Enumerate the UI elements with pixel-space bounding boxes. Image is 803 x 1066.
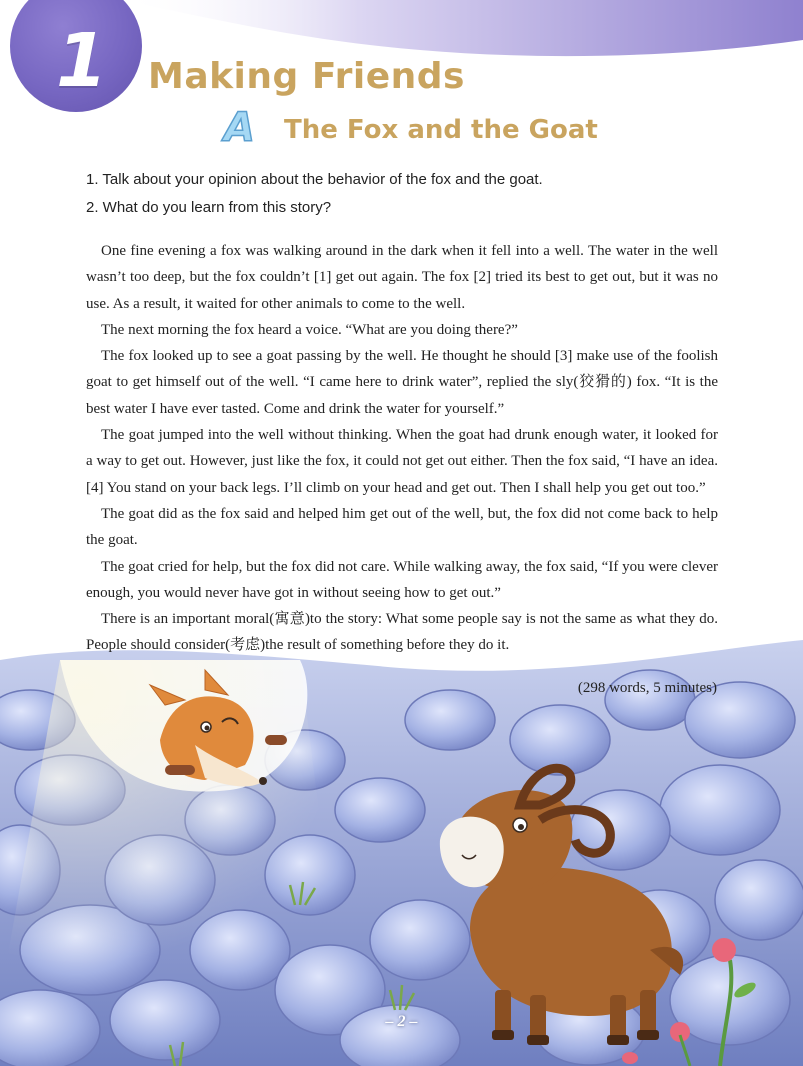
- story-paragraph: One fine evening a fox was walking around in the dark when it fell into a well. The water in the well wasn’t too deep, but the fox couldn’t [1] get out again. The fox [2] tried its best to get out, but it was no use. As a result, it waited for other animals to come to the well.: [86, 243, 718, 312]
- story-paragraph: The next morning the fox heard a voice. “What are you doing there?”: [101, 321, 518, 338]
- section-title: The Fox and the Goat: [284, 115, 598, 145]
- section-letter: A: [224, 105, 255, 151]
- question-1: 1. Talk about your opinion about the behavior of the fox and the goat.: [86, 171, 543, 188]
- story-paragraph: The goat cried for help, but the fox did not care. While walking away, the fox said, “If you were clever enough, you would never have got in without seeing how to get out.”: [86, 558, 718, 601]
- story-paragraph: There is an important moral(寓意)to the story: What some people say is not the same as what they do. People should consider(考虑)the result of something before they do it.: [86, 611, 718, 654]
- unit-title: Making Friends: [148, 56, 465, 97]
- word-count: (298 words, 5 minutes): [577, 680, 717, 696]
- story-paragraph: The goat jumped into the well without thinking. When the goat had drunk enough water, it looked for a way to get out. However, just like the fox, it could not get out either. Then the fox said, “I have an idea. [4] You stand on your back legs. I’ll climb on your head and get out. Then I shall help you get out too.”: [86, 427, 718, 496]
- story-text: [86, 238, 718, 659]
- unit-number: 1: [56, 18, 108, 104]
- story-paragraph: The goat did as the fox said and helped him get out of the well, but, the fox did not come back to help the goat.: [86, 505, 718, 549]
- story-paragraph: The fox looked up to see a goat passing by the well. He thought he should [3] make use of the foolish goat to get himself out of the well. “I came here to drink water”, replied the sly(狡猾的) fox. “It is the best water I have ever tasted. Come and drink the water for yourself.”: [86, 348, 718, 417]
- page-number: – 2 –: [385, 1013, 418, 1030]
- question-2: 2. What do you learn from this story?: [86, 199, 332, 216]
